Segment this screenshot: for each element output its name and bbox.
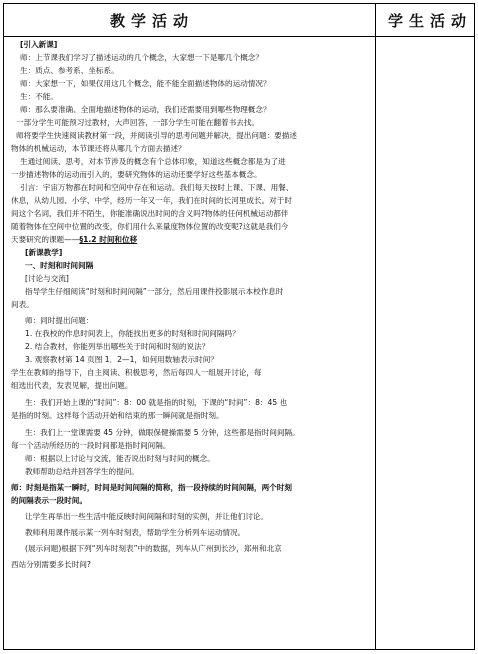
text-line-content: 生：不能。	[20, 92, 58, 101]
text-line-content: 教师帮助总结并回答学生的提问。	[25, 467, 139, 476]
text-line-content: 间表。	[11, 300, 34, 309]
teaching-activity-title: 教学活动	[110, 12, 195, 30]
text-line-content: 引言：宇宙万物都在时间和空间中存在和运动。我们每天按时上课、下课、用餐、	[20, 183, 294, 192]
text-line	[11, 381, 133, 391]
lesson-plan-table	[3, 3, 475, 650]
text-line	[25, 329, 240, 339]
column-divider	[375, 4, 376, 649]
text-line-content: 西站分别需要多长时间?	[11, 560, 91, 569]
text-line-content: 休息，从幼儿园、小学、中学，经历一年又一年，我们在时间的长河里成长。对于时	[11, 196, 292, 205]
text-line-content: 是指的时刻。这样每个活动开始和结束的那一瞬间就是指时刻。	[11, 411, 224, 420]
text-line	[25, 261, 93, 271]
text-line-content: (展示问题)根据下列“列车时刻表”中的数据，列车从广州到长沙，郑州和北京	[25, 544, 282, 553]
text-line	[25, 287, 283, 297]
text-line	[25, 544, 282, 554]
text-line	[20, 183, 293, 193]
text-line	[11, 222, 288, 232]
text-line-content: [引入新课]	[20, 40, 58, 49]
text-line	[11, 209, 288, 219]
text-line-content: 教师利用课件展示某一列车时刻表，帮助学生分析列车运动情况。	[25, 528, 246, 537]
text-line	[11, 235, 137, 245]
text-line	[25, 248, 62, 258]
text-line	[20, 92, 58, 102]
text-line-content: 一部分学生可能预习过教材，大声回答，一部分学生可能在翻着书去找。	[16, 118, 259, 127]
text-line-content: 生：质点、参考系、坐标系。	[20, 66, 119, 75]
text-line-content: 间这个名词，我们并不陌生，你能准确说出时间的含义吗?物体的任何机械运动都伴	[11, 209, 289, 218]
text-line	[16, 131, 297, 141]
text-line	[25, 398, 287, 408]
header-divider	[4, 36, 474, 37]
text-line-content: 天要研究的课题——	[11, 235, 80, 244]
text-line-content: 师：大家想一下，如果仅用这几个概念，能不能全面描述物体的运动情况？	[20, 79, 271, 88]
text-line	[11, 496, 87, 506]
text-line-content: 师将要学生快速阅读教材第一段，并阅读引导的思考问题并解决，提出问题：要描述	[16, 131, 297, 140]
text-line-content: 组选出代表，发表见解，提出问题。	[11, 381, 133, 390]
text-line	[16, 118, 259, 128]
text-line	[25, 355, 218, 365]
text-line	[25, 512, 268, 522]
text-line	[20, 105, 271, 115]
text-line-content: 物体的机械运动，本节课还将从哪几个方面去描述？	[11, 144, 186, 153]
text-line	[20, 53, 263, 63]
text-line	[11, 441, 170, 451]
text-line-content: 师：根据以上讨论与交流，能否说出时刻与时间的概念。	[25, 454, 215, 463]
text-line	[11, 196, 292, 206]
text-line	[11, 300, 34, 310]
text-line-content: [新课教学]	[25, 248, 63, 257]
text-line-content: 生：我们开始上课的“时间”：8：00 就是指的时刻，下课的“时间”：8：45 也	[25, 398, 288, 407]
text-line-content: 学生在教师的指导下，自主阅读、积极思考，然后每四人一组展开讨论，每	[11, 368, 262, 377]
text-line-content: 生：我们上一堂课需要 45 分钟，做眼保健操需要 5 分钟，这些都是指时间间隔。	[25, 428, 300, 437]
text-line	[11, 560, 91, 570]
text-line-content: 师：同时提出问题：	[25, 316, 94, 325]
text-line-content: 指导学生仔细阅读“时刻和时间间隔”一部分，然后用课件投影展示本校作息时	[25, 287, 284, 296]
text-line-content: 师：上节课我们学习了描述运动的几个概念，大家想一下是哪几个概念？	[20, 53, 263, 62]
text-line	[20, 79, 271, 89]
text-line-content: [讨论与交流]	[25, 274, 69, 283]
text-line	[11, 483, 292, 493]
text-line	[20, 40, 57, 50]
text-line	[25, 454, 215, 464]
text-line	[25, 528, 245, 538]
text-line-content: 师：那么要准确、全面地描述物体的运动，我们还需要用到哪些物理概念？	[20, 105, 271, 114]
text-line	[11, 411, 224, 421]
text-line	[25, 428, 300, 438]
text-line	[20, 157, 286, 167]
text-line	[20, 66, 119, 76]
text-line	[11, 170, 262, 180]
text-line	[25, 342, 209, 352]
lesson-topic-title: §1.2 时间和位移	[79, 235, 138, 244]
text-line-content: 让学生再举出一些生活中能反映时间间隔和时刻的实例，并让他们讨论。	[25, 512, 268, 521]
text-line-content: 1. 在我校的作息时间表上，你能找出更多的时刻和时间间隔吗？	[25, 329, 240, 338]
text-line-content: 2. 结合教材，你能列举出哪些关于时间和时刻的说法？	[25, 342, 210, 351]
text-line-content: 3. 观察教材第 14 页图 1．2—1，如何用数轴表示时间？	[25, 355, 218, 364]
text-line-content: 师：时刻是指某一瞬时，时间是时间间隔的简称，指一段持续的时间间隔，两个时刻	[11, 483, 292, 492]
text-line-content: 的间隔表示一段时间。	[11, 496, 87, 505]
student-activity-title: 学生活动	[388, 12, 473, 30]
text-line-content: 随着物体在空间中位置的改变，你们用什么来量度物体位置的改变呢?这就是我们今	[11, 222, 289, 231]
text-line	[25, 274, 69, 284]
text-line	[25, 467, 139, 477]
text-line-content: 生通过阅读、思考，对本节涉及的概念有个总体印象，知道这些概念都是为了进	[20, 157, 286, 166]
text-line	[11, 144, 186, 154]
text-line	[11, 368, 262, 378]
text-line-content: 每一个活动所经历的一段时间都是指时间间隔。	[11, 441, 171, 450]
text-line-content: 一步描述物体的运动而引入的，要研究物体的运动还要学好这些基本概念。	[11, 170, 262, 179]
text-line-content: 一、时刻和时间间隔	[25, 261, 94, 270]
text-line	[25, 316, 93, 326]
